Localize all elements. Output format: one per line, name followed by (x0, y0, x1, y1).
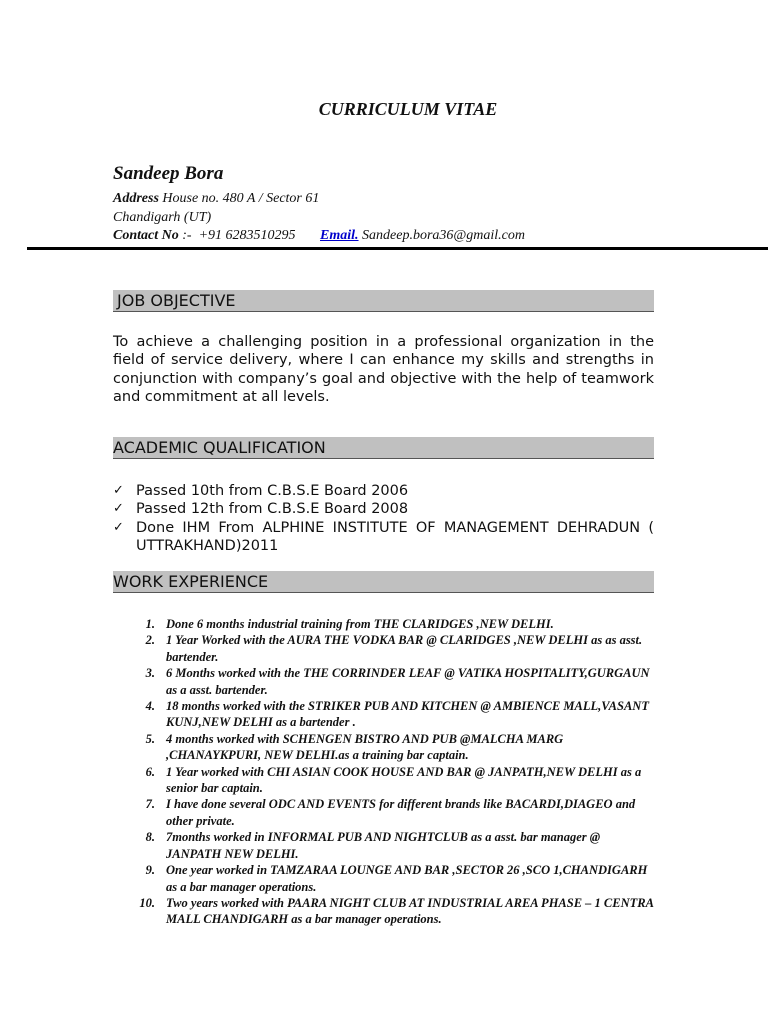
work-item-text: 4 months worked with SCHENGEN BISTRO AND PUB @MALCHA MARG ,CHANAYKPURI, NEW DELHI.as a training bar captain. (166, 731, 564, 763)
academic-item-text: Passed 10th from C.B.S.E Board 2006 (136, 483, 409, 499)
list-item (113, 731, 658, 764)
job-objective-heading (113, 290, 654, 312)
list-item (113, 895, 658, 928)
work-item-text: 6 Months worked with the THE CORRINDER LEAF @ VATIKA HOSPITALITY,GURGAUN as a asst. bartender. (166, 666, 650, 697)
work-item-text: 1 Year Worked with the AURA THE VODKA BAR @ CLARIDGES ,NEW DELHI as as asst. bartender. (166, 633, 643, 664)
item-number: 1. (145, 617, 155, 631)
list-item (113, 764, 658, 797)
list-item (113, 519, 654, 556)
item-number: 6. (145, 764, 155, 779)
item-number: 5. (145, 731, 155, 746)
list-item (113, 500, 654, 518)
list-item (113, 665, 658, 698)
address-label: Address (113, 191, 159, 206)
job-objective-heading-text: JOB OBJECTIVE (117, 291, 236, 310)
email-link[interactable]: Email. (320, 228, 359, 243)
list-item (113, 632, 658, 665)
header-divider (27, 247, 768, 250)
item-number: 2. (145, 633, 155, 648)
academic-item-text: Done IHM From ALPHINE INSTITUTE OF MANAGEMENT DEHRADUN ( UTTRAKHAND)2011 (136, 519, 654, 554)
contact-separator: :- (182, 228, 192, 243)
list-item (113, 698, 658, 731)
list-item (113, 862, 658, 895)
checkmark-icon: ✓ (113, 483, 124, 498)
work-item-text: One year worked in TAMZARAA LOUNGE AND BAR ,SECTOR 26 ,SCO 1,CHANDIGARH as a bar manager operations. (166, 863, 648, 894)
list-item (113, 616, 658, 632)
checkmark-icon: ✓ (113, 519, 124, 535)
work-item-text: 18 months worked with the STRIKER PUB AND KITCHEN @ AMBIENCE MALL,VASANT KUNJ,NEW DELHI as a bartender . (166, 699, 649, 730)
work-item-text: I have done several ODC AND EVENTS for different brands like BACARDI,DIAGEO and other private. (166, 797, 636, 828)
item-number: 9. (145, 863, 155, 878)
academic-item-text: Passed 12th from C.B.S.E Board 2008 (136, 501, 409, 518)
item-number: 4. (145, 699, 155, 714)
work-experience-heading: WORK EXPERIENCE (113, 571, 654, 593)
work-item-text: Done 6 months industrial training from THE CLARIDGES ,NEW DELHI. (166, 617, 554, 631)
checkmark-icon: ✓ (113, 501, 124, 517)
item-number: 10. (139, 895, 155, 910)
phone-number: +91 6283510295 (198, 228, 296, 243)
list-item (113, 829, 658, 862)
list-item (113, 796, 658, 829)
work-item-text: Two years worked with PAARA NIGHT CLUB AT INDUSTRIAL AREA PHASE – 1 CENTRA MALL CHANDIGARH as a bar manager operations. (166, 895, 654, 927)
contact-line (113, 228, 525, 244)
address-line (113, 191, 319, 207)
contact-label: Contact No (113, 228, 179, 243)
academic-list (113, 482, 654, 555)
address-line2: Chandigarh (UT) (113, 210, 212, 225)
item-number: 7. (145, 797, 155, 812)
address-line1: House no. 480 A / Sector 61 (162, 191, 320, 206)
item-number: 3. (145, 666, 155, 681)
work-item-text: 1 Year worked with CHI ASIAN COOK HOUSE AND BAR @ JANPATH,NEW DELHI as a senior bar captain. (166, 764, 642, 796)
job-objective-text: To achieve a challenging position in a professional organization in the field of service delivery, where I can enhance my skills and strengths in conjunction with company’s goal and objective with the help of teamwork and commitment at all levels. (113, 334, 654, 405)
list-item (113, 482, 654, 500)
academic-heading: ACADEMIC QUALIFICATION (113, 437, 654, 459)
document-title: CURRICULUM VITAE (318, 99, 498, 119)
email-address: Sandeep.bora36@gmail.com (362, 228, 525, 243)
work-item-text: 7months worked in INFORMAL PUB AND NIGHTCLUB as a asst. bar manager @ JANPATH NEW DELHI. (166, 830, 601, 861)
candidate-name: Sandeep Bora (113, 163, 224, 184)
item-number: 8. (145, 830, 155, 845)
work-experience-list (113, 616, 658, 928)
